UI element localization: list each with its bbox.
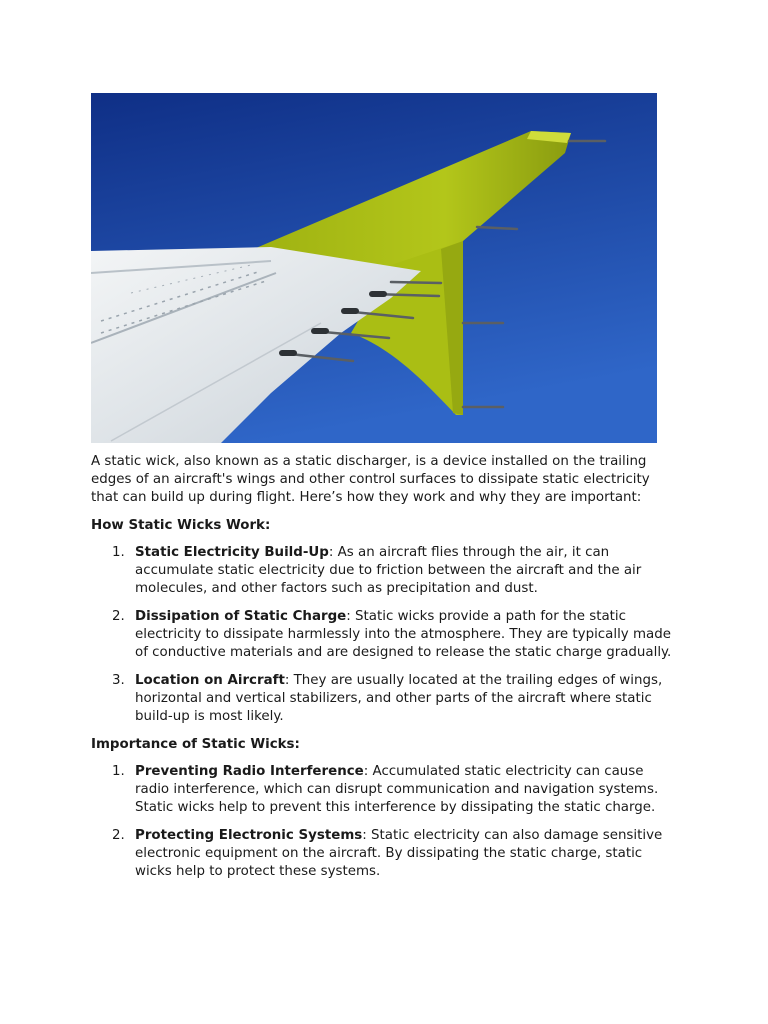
intro-paragraph: A static wick, also known as a static discharger, is a device installed on the trailing edges of an aircraft's wings and other control surfaces to dissipate static electricity that can build up during flight. Here’s how they work and why they are important: — [91, 454, 650, 505]
list-item-text: : They are usually located at the trailing edges of wings, horizontal and vertical stabilizers, and other parts of the aircraft where static build-up is most likely. — [135, 673, 663, 724]
section-heading-how: How Static Wicks Work: — [91, 518, 271, 533]
list-number: 1. — [112, 545, 125, 560]
list-item-title: Static Electricity Build-Up — [135, 545, 329, 560]
list-item-text: : As an aircraft flies through the air, it can accumulate static electricity due to friction between the aircraft and the air molecules, and other factors such as precipitation and dust. — [135, 545, 642, 596]
list-item-title: Protecting Electronic Systems — [135, 828, 363, 843]
list-item-title: Dissipation of Static Charge — [135, 609, 347, 624]
list-item-text: : Static electricity can also damage sensitive electronic equipment on the aircraft. By dissipating the static charge, static wicks help to protect these systems. — [135, 828, 663, 879]
article-body — [91, 453, 681, 891]
list-item — [91, 608, 681, 662]
list-number: 1. — [112, 764, 125, 779]
list-item — [91, 763, 681, 817]
winglet-photo — [91, 93, 657, 443]
list-item-title: Location on Aircraft — [135, 673, 285, 688]
how-list — [91, 544, 681, 726]
list-item-text: : Accumulated static electricity can cause radio interference, which can disrupt communication and navigation systems. Static wicks help to prevent this interference by dissipating the static charge. — [135, 764, 659, 815]
list-number: 2. — [112, 828, 125, 843]
list-number: 2. — [112, 609, 125, 624]
list-item — [91, 827, 681, 881]
list-item-title: Preventing Radio Interference — [135, 764, 364, 779]
list-item — [91, 672, 681, 726]
list-item — [91, 544, 681, 598]
list-item-text: : Static wicks provide a path for the static electricity to dissipate harmlessly into the atmosphere. They are typically made of conductive materials and are designed to release the static charge gradually. — [135, 609, 672, 660]
importance-list — [91, 763, 681, 881]
list-number: 3. — [112, 673, 125, 688]
section-heading-importance: Importance of Static Wicks: — [91, 737, 300, 752]
